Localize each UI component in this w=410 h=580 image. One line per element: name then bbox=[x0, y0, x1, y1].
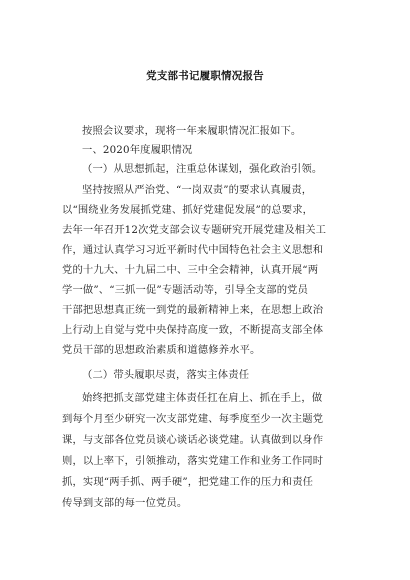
paragraph-line: 传导到支部的每一位党员。 bbox=[62, 497, 188, 509]
paragraph-line: 课，与支部各位党员谈心谈话必谈党建。认真做到以身作 bbox=[62, 434, 324, 446]
paragraph-line: 上行动上自觉与党中央保持高度一致，不断提高支部全体 bbox=[62, 324, 324, 336]
paragraph-line: 坚持按照从严治党、“一岗双责”的要求认真履责， bbox=[82, 184, 313, 196]
paragraph-line: 干部把思想真正统一到党的最新精神上来，在思想上政治 bbox=[62, 304, 324, 316]
paragraph-line: 去年一年召开12次党支部会议专题研究开展党建及相关工 bbox=[62, 224, 327, 236]
paragraph-line: 始终把抓支部党建主体责任扛在肩上、抓在手上，做 bbox=[82, 392, 323, 404]
paragraph-line: 党的十九大、十九届二中、三中全会精神，认真开展“两 bbox=[62, 264, 319, 276]
section-heading: 一、2020年度履职情况 bbox=[82, 144, 193, 156]
paragraph-line: 到每个月至少研究一次支部党建、每季度至少一次主题党 bbox=[62, 413, 324, 425]
document-title: 党支部书记履职情况报告 bbox=[146, 70, 264, 82]
paragraph-line: 则，以上率下，引领推动，落实党建工作和业务工作同时 bbox=[62, 455, 324, 467]
subsection-heading: （二）带头履职尽责，落实主体责任 bbox=[82, 369, 250, 381]
intro-paragraph: 按照会议要求，现将一年来履职情况汇报如下。 bbox=[82, 125, 302, 137]
paragraph-line: 以“围绕业务发展抓党建、抓好党建促发展”的总要求， bbox=[62, 204, 314, 216]
paragraph-line: 作，通过认真学习习近平新时代中国特色社会主义思想和 bbox=[62, 244, 324, 256]
paragraph-line: 党员干部的思想政治素质和道德修养水平。 bbox=[62, 344, 261, 356]
subsection-heading: （一）从思想抓起，注重总体谋划，强化政治引领。 bbox=[82, 163, 323, 175]
paragraph-line: 抓，实现“两手抓、两手硬”，把党建工作的压力和责任 bbox=[62, 476, 314, 488]
paragraph-line: 学一做”、“三抓一促”专题活动等，引导全支部的党员 bbox=[62, 284, 309, 296]
